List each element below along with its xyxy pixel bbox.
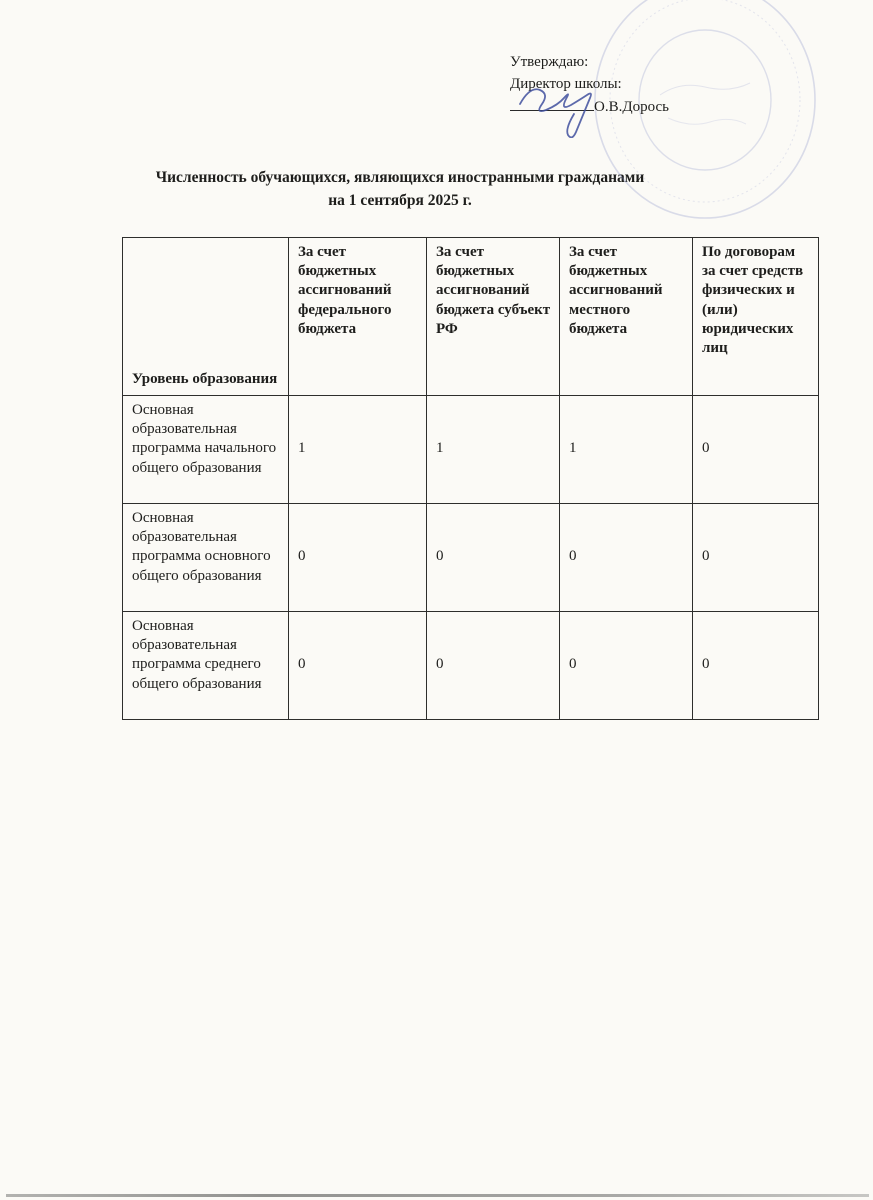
table-row [123, 504, 819, 612]
value-cell: 1 [560, 396, 693, 504]
table-row [123, 612, 819, 720]
table-header-cell: По договорам за счет средств физических и (или) юридических лиц [693, 238, 819, 396]
table-header-row [123, 238, 819, 396]
value-cell: 0 [560, 612, 693, 720]
value-cell: 0 [427, 612, 560, 720]
enrollment-table [122, 237, 819, 720]
approval-line-1: Утверждаю: [510, 54, 589, 70]
value-cell: 0 [289, 504, 427, 612]
value-cell: 0 [289, 612, 427, 720]
value-cell: 0 [693, 396, 819, 504]
approval-line-2: Директор школы: [510, 75, 622, 92]
signature-line [510, 96, 594, 111]
page-title [60, 166, 740, 213]
row-label-cell: Основная образовательная программа основного общего образования [123, 504, 289, 612]
value-cell: 0 [693, 504, 819, 612]
row-label-cell: Основная образовательная программа среднего общего образования [123, 612, 289, 720]
value-cell: 0 [427, 504, 560, 612]
table-header-cell: За счет бюджетных ассигнований местного бюджета [560, 238, 693, 396]
row-label-cell: Основная образовательная программа начального общего образования [123, 396, 289, 504]
table-row [123, 396, 819, 504]
table-header-cell: За счет бюджетных ассигнований бюджета субъект РФ [427, 238, 560, 396]
page-title-line-1: Численность обучающихся, являющихся иностранными гражданами [155, 169, 645, 186]
table-header-cell: Уровень образования [123, 238, 289, 396]
value-cell: 1 [289, 396, 427, 504]
value-cell: 0 [560, 504, 693, 612]
signer-name: О.В.Дорось [594, 98, 669, 115]
value-cell: 1 [427, 396, 560, 504]
table-header-cell: За счет бюджетных ассигнований федерального бюджета [289, 238, 427, 396]
scan-edge-artifact [6, 1194, 869, 1197]
approval-block [510, 52, 669, 118]
approval-signature-row [510, 96, 669, 119]
value-cell: 0 [693, 612, 819, 720]
page-title-line-2: на 1 сентября 2025 г. [328, 192, 472, 210]
